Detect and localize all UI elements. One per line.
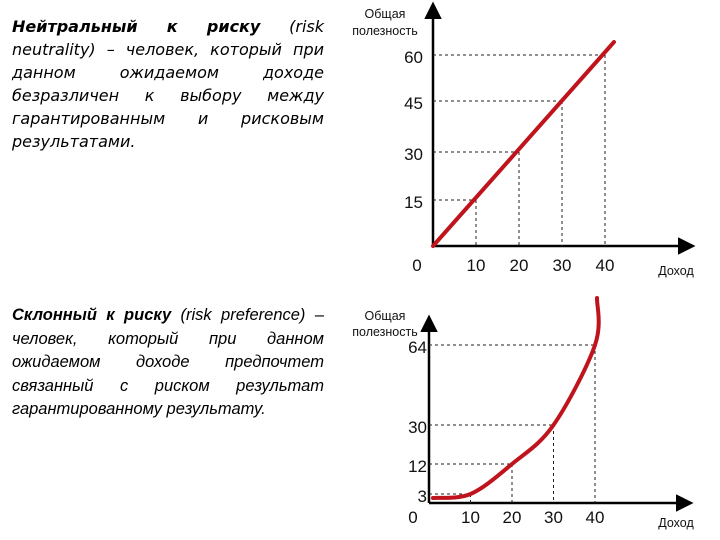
y-tick-label: 30 [404,145,423,164]
x-tick-label: 40 [595,256,615,275]
risk-neutral-term: (risk neutrality) [12,17,325,59]
risk-neutral-lead: Нейтральный к риску [12,17,261,36]
x-tick-label: 0 [412,256,422,275]
risk-neutral-rest: – человек, который при данном ожидаемом доходе безразличен к выбору между гарантированным и рисковым результатами. [12,40,324,151]
x-tick-label: 10 [461,508,480,527]
y-axis-label-line1: Общая [364,7,406,21]
utility-curve [433,42,614,246]
y-tick-label: 45 [404,94,423,113]
x-axis-label: Доход [658,264,694,278]
risk-preference-term: (risk preference) [180,306,306,324]
y-tick-label: 64 [408,338,427,357]
y-tick-label: 30 [408,418,427,437]
x-tick-label: 40 [585,508,605,527]
y-tick-label: 12 [408,457,427,476]
x-tick-label: 20 [502,508,522,527]
x-tick-label: 30 [544,508,563,527]
y-tick-label: 60 [404,48,423,67]
y-tick-label: 3 [417,487,427,506]
utility-curve [433,298,599,498]
risk-preference-rest: – человек, который при данном ожидаемом доходе предпочтет связанный с риском результат гарантированному результату. [12,306,324,418]
x-tick-label: 30 [552,256,572,275]
risk-preference-lead: Склонный к риску [12,306,172,324]
y-axis-label-line1: Общая [364,309,406,323]
y-axis-label-line2: полезность [352,325,418,339]
x-tick-label: 0 [408,508,418,527]
x-tick-label: 20 [509,256,529,275]
x-tick-label: 10 [466,256,486,275]
y-tick-label: 15 [404,193,423,212]
y-axis-label-line2: полезность [352,24,418,38]
x-axis-label: Доход [658,516,694,530]
